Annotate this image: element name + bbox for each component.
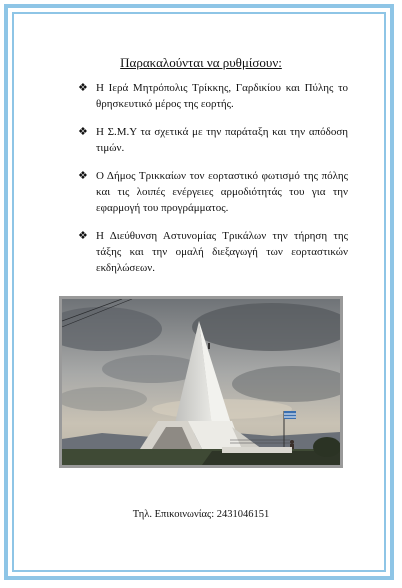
list-item-text: Η Ιερά Μητρόπολις Τρίκκης, Γαρδικίου και Πύλης το θρησκευτικό μέρος της εορτής. <box>96 82 348 110</box>
contact-phone: Τηλ. Επικοινωνίας: 2431046151 <box>132 509 270 520</box>
page-heading: Παρακαλούνται να ρυθμίσουν: <box>120 55 282 70</box>
monument-photo-frame <box>59 296 343 468</box>
list-item-text: Ο Δήμος Τρικκαίων τον εορταστικό φωτισμό της πόλης και τις λοιπές ενέργειες αρμοδιότητάς του για την εφαρμογή του προγράμματος. <box>96 170 348 214</box>
list-item <box>78 124 348 156</box>
list-item-text: Η Διεύθυνση Αστυνομίας Τρικάλων την τήρηση της τάξης και την ομαλή διεξαγωγή των εορταστικών εκδηλώσεων. <box>96 230 348 274</box>
diamond-bullet-icon: ❖ <box>78 126 88 138</box>
list-item-text: Η Σ.Μ.Υ τα σχετικά με την παράταξη και την απόδοση τιμών. <box>96 126 348 154</box>
list-item <box>78 168 348 216</box>
monument-photo <box>62 299 340 465</box>
diamond-bullet-icon: ❖ <box>78 170 88 182</box>
list-item <box>78 80 348 112</box>
list-item <box>78 228 348 276</box>
diamond-bullet-icon: ❖ <box>78 82 88 94</box>
diamond-bullet-icon: ❖ <box>78 230 88 242</box>
responsibilities-list <box>78 80 348 288</box>
